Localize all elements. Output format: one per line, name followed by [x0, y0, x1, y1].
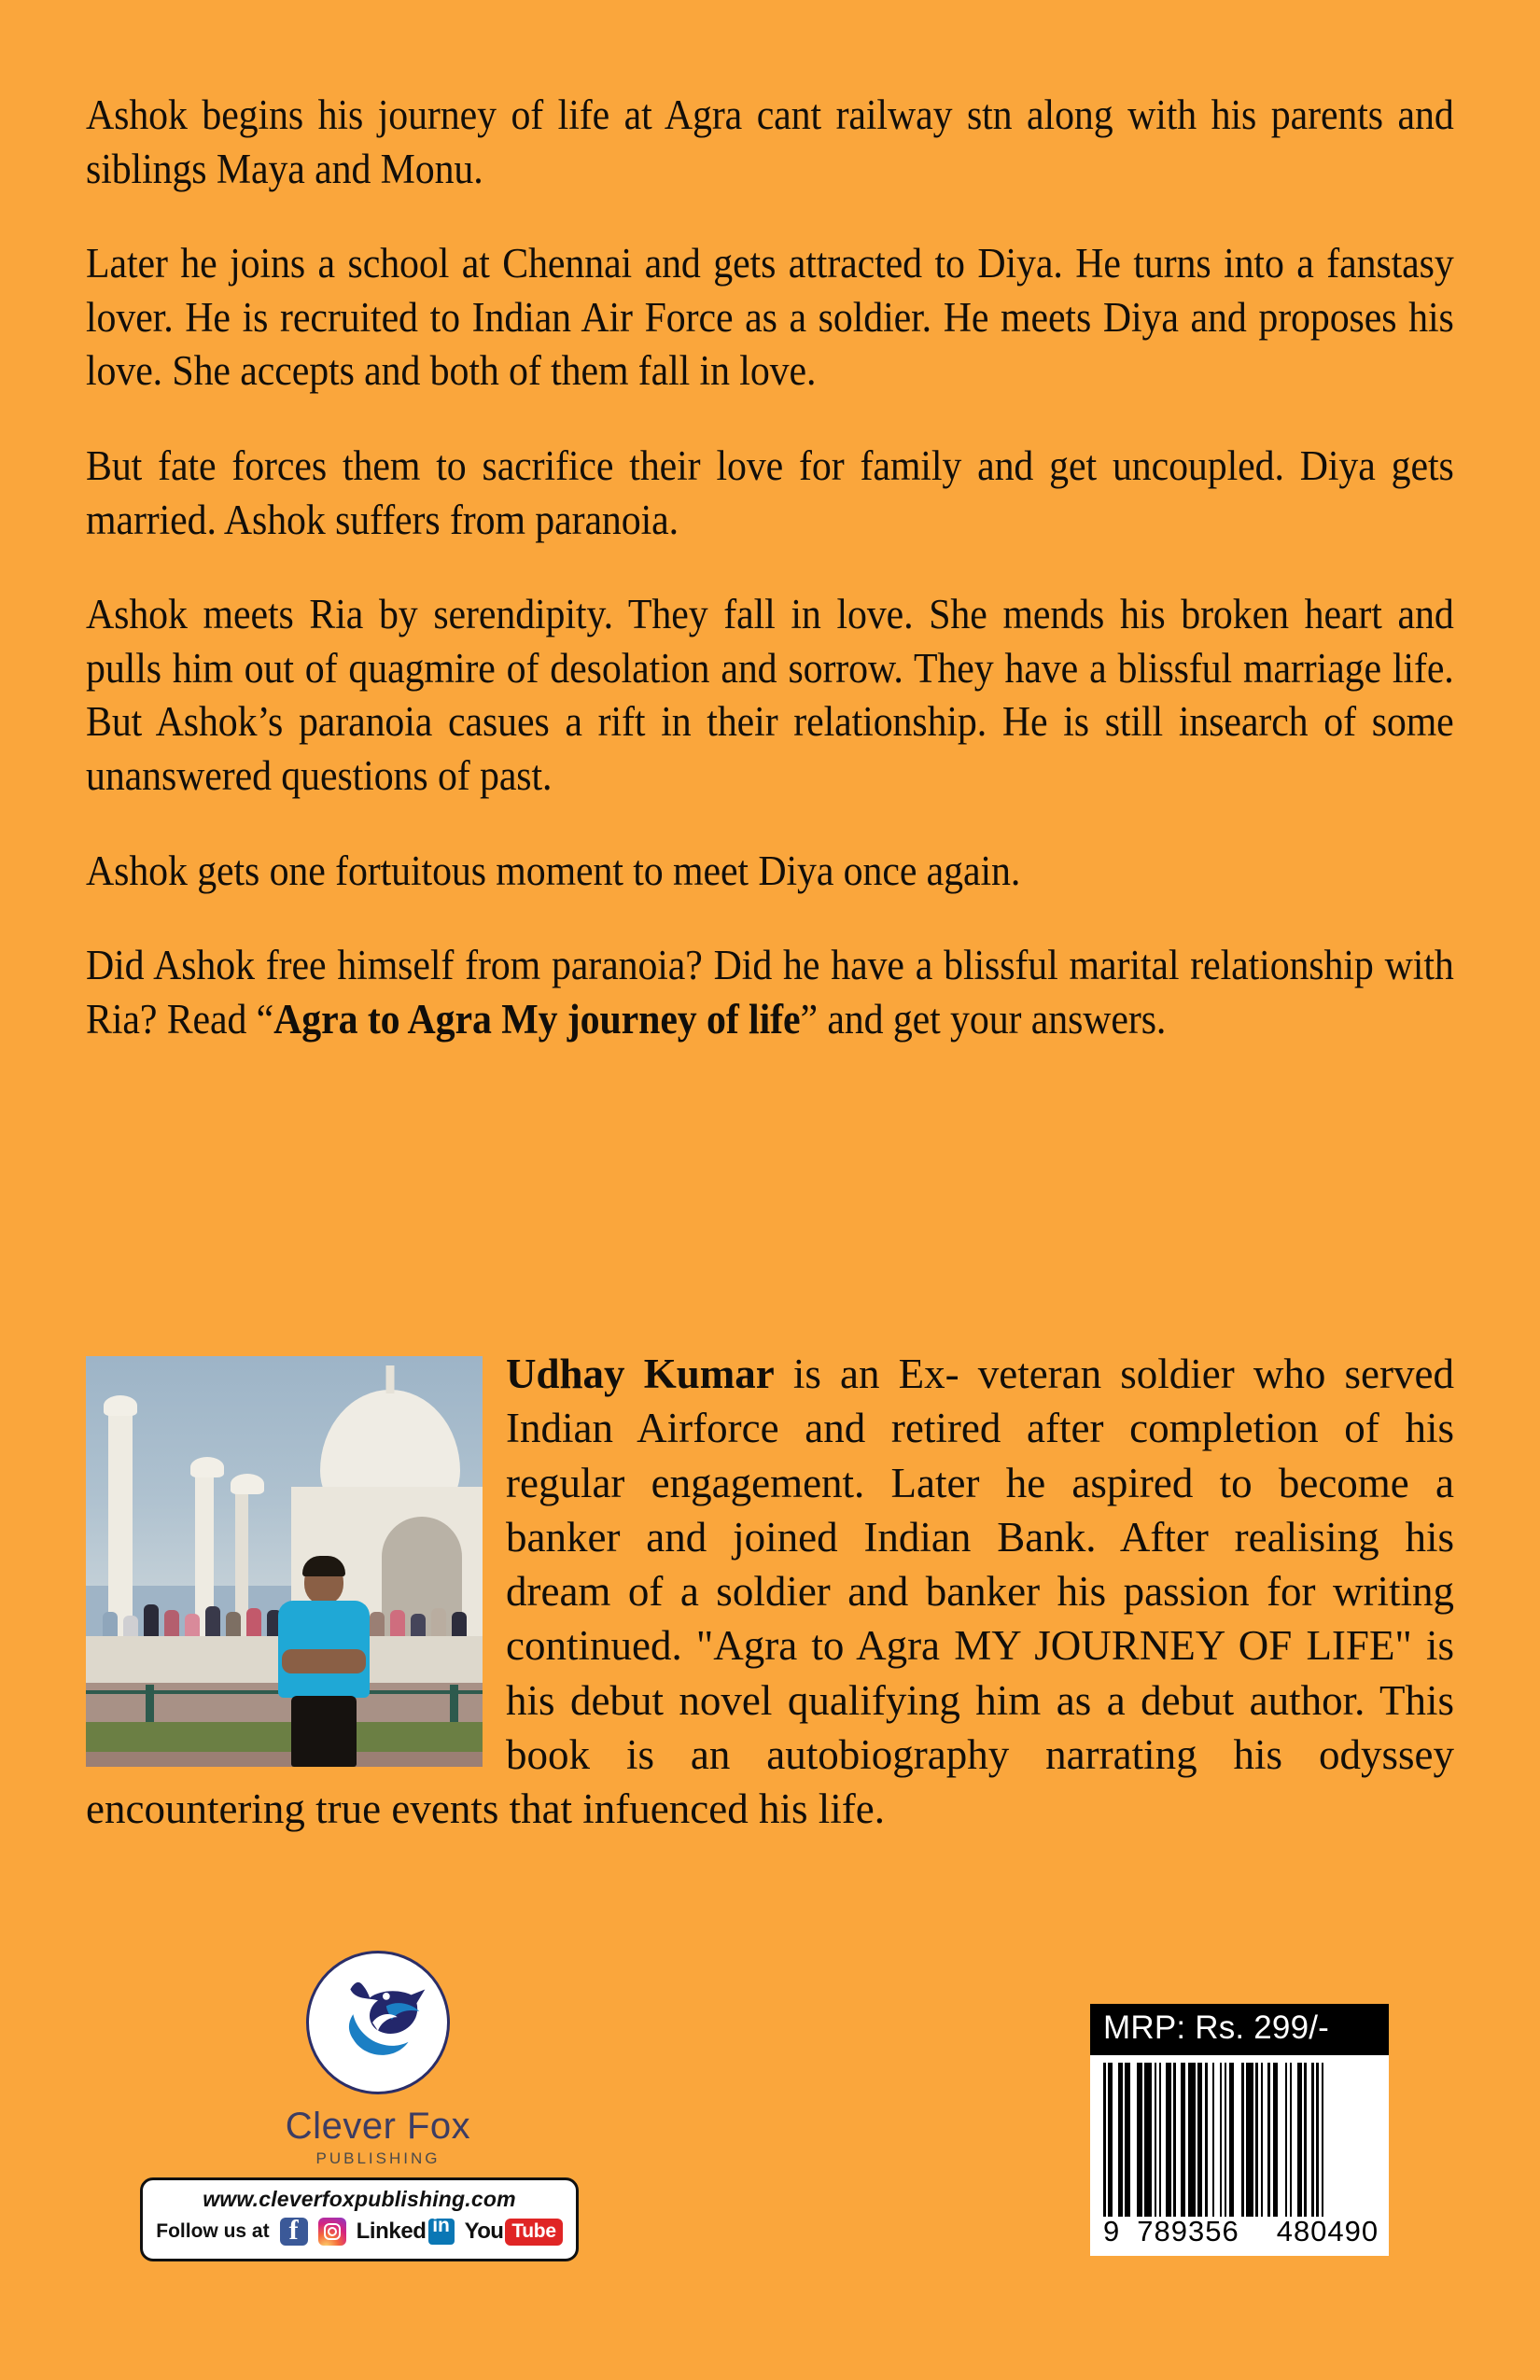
author-hair [302, 1556, 345, 1576]
youtube-icon[interactable] [465, 2219, 563, 2246]
youtube-tube-badge: Tube [505, 2219, 562, 2246]
linkedin-badge [428, 2219, 455, 2245]
barcode-block [1090, 2004, 1389, 2256]
author-name: Udhay Kumar [506, 1351, 775, 1397]
call-to-action-lead: Did Ashok free himself from paranoia? Did he have a blissful marital relationship with Ria? Read “ [86, 942, 1454, 1043]
author-bio-body: is an Ex- veteran soldier who served Indian Airforce and retired after completion of his regular engagement. Later he aspired to become a banker and joined Indian Bank. After realising his dream of a soldier and banker his passion for writing continued. "Agra to Agra MY JOURNEY OF LIFE" is his debut novel qualifying him as a debut author. This book is an autobiography narrating his odyssey encountering true events that infuenced his life. [86, 1351, 1454, 1833]
blurb-paragraph-final [86, 939, 1454, 1046]
isbn-group-2: 480490 [1276, 2215, 1379, 2247]
book-title-bold: Agra to Agra My journey of life [273, 995, 801, 1043]
publisher-block [238, 1951, 518, 2168]
isbn-prefix: 9 [1103, 2215, 1121, 2247]
mrp-price-label: MRP: Rs. 299/- [1090, 2004, 1389, 2055]
clever-fox-logo-icon [306, 1951, 450, 2094]
publisher-website-link[interactable]: www.cleverfoxpublishing.com [203, 2187, 516, 2211]
social-icons-row [143, 2218, 576, 2246]
blurb-paragraph-5: Ashok gets one fortuitous moment to meet Diya once again. [86, 847, 1021, 894]
blurb-paragraph-4: Ashok meets Ria by serendipity. They fall in love. She mends his broken heart and pulls him out of quagmire of desolation and sorrow. They have a blissful marriage life. But Ashok’s paranoia casues a rift in their relationship. He is still insearch of some unanswered questions of past. [86, 591, 1454, 799]
author-figure [269, 1560, 379, 1767]
linkedin-icon[interactable] [357, 2219, 455, 2245]
blurb-section [86, 89, 1454, 1046]
author-trousers [291, 1696, 357, 1767]
blurb-paragraph-3: But fate forces them to sacrifice their love for family and get uncoupled. Diya gets married. Ashok suffers from paranoia. [86, 441, 1454, 543]
linkedin-label: Linked [356, 2219, 427, 2244]
author-bio-section [86, 1347, 1454, 1836]
author-arms [282, 1649, 366, 1673]
isbn-group-1: 789356 [1137, 2215, 1239, 2247]
call-to-action-tail: ” and get your answers. [800, 995, 1167, 1043]
instagram-lens [328, 2227, 337, 2236]
facebook-icon[interactable] [280, 2218, 308, 2246]
social-bar[interactable] [140, 2177, 579, 2261]
publisher-subtitle: PUBLISHING [315, 2149, 441, 2167]
publisher-name: Clever Fox [285, 2106, 471, 2147]
author-photo [86, 1356, 483, 1767]
instagram-icon[interactable] [318, 2218, 346, 2246]
blurb-paragraph-1: Ashok begins his journey of life at Agra cant railway stn along with his parents and siblings Maya and Monu. [86, 91, 1454, 192]
blurb-paragraph-2: Later he joins a school at Chennai and gets attracted to Diya. He turns into a fanstasy lover. He is recruited to Indian Air Force as a soldier. He meets Diya and proposes his love. She accepts and both of them fall in love. [86, 240, 1454, 395]
barcode-bars [1103, 2063, 1376, 2217]
isbn-digits [1090, 2215, 1389, 2256]
youtube-you-label: You [464, 2219, 504, 2244]
follow-us-label: Follow us at [156, 2220, 270, 2242]
